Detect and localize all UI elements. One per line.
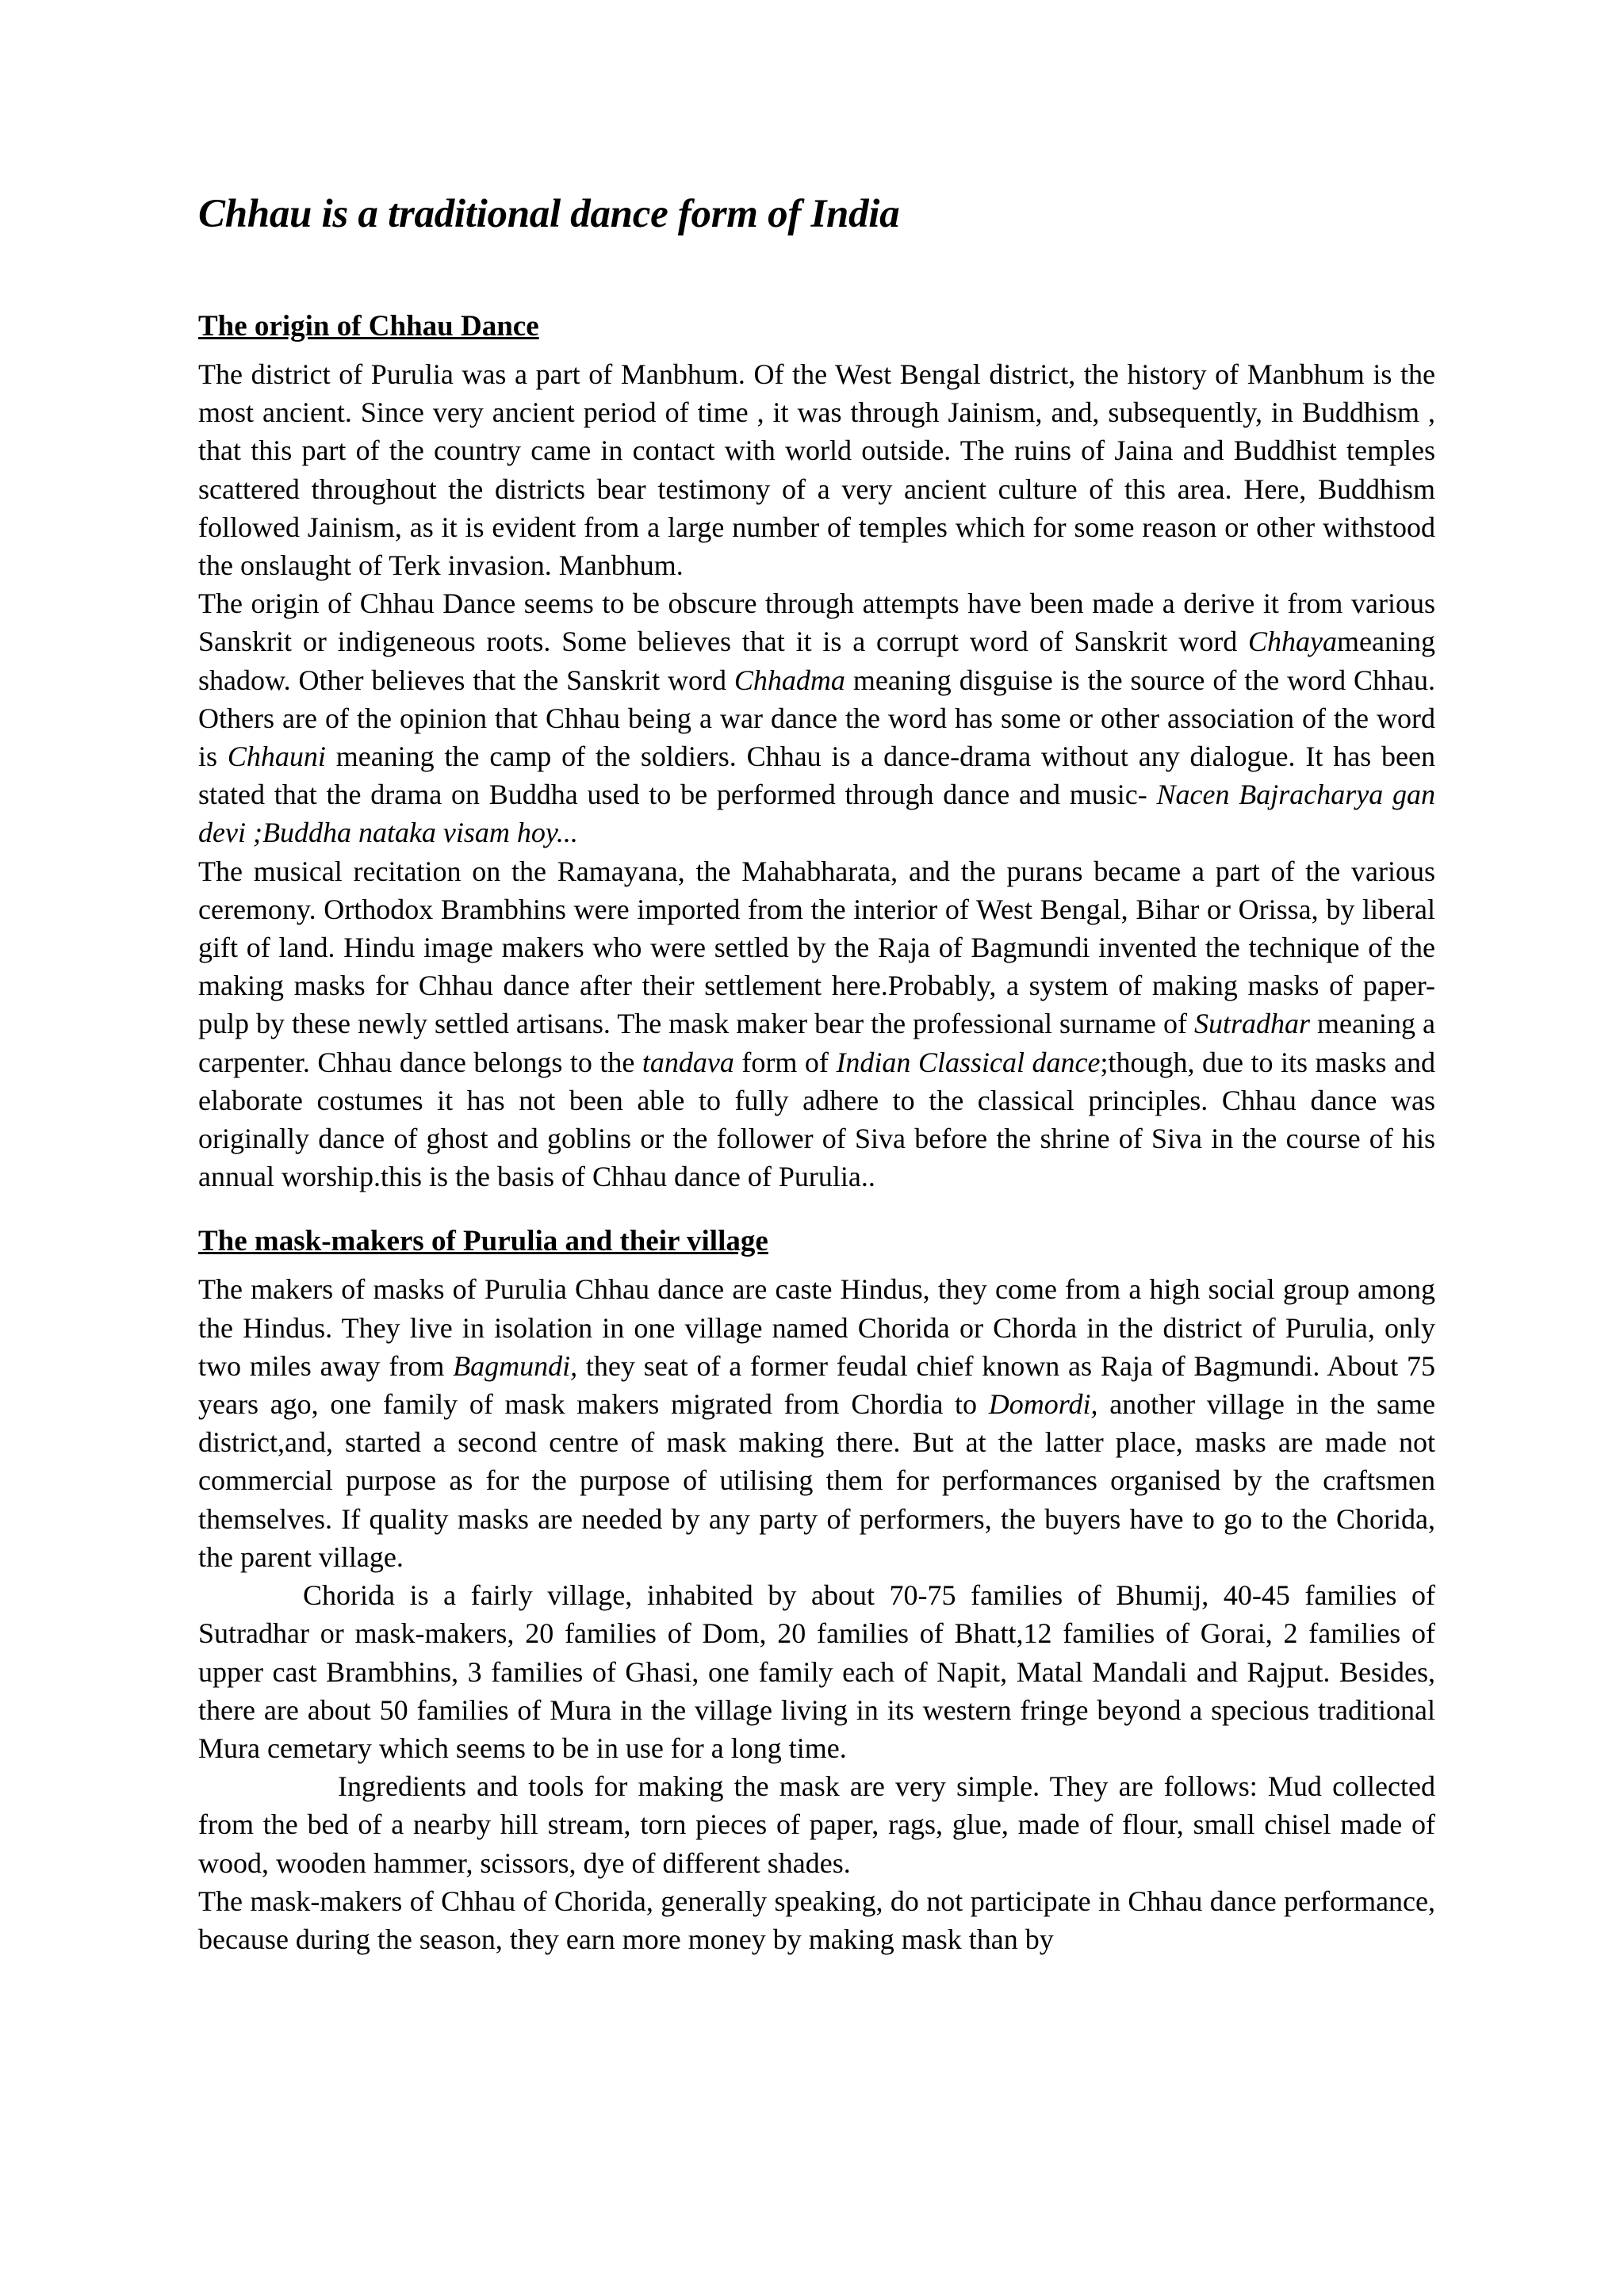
italic-term: Indian Classical dance (836, 1046, 1101, 1078)
italic-term: tandava (642, 1046, 734, 1078)
paragraph (198, 1576, 1435, 1767)
section-heading-mask-makers: The mask-makers of Purulia and their village (198, 1225, 768, 1258)
paragraph (198, 1270, 1435, 1576)
text-run: Chorida is a fairly village, inhabited by about 70-75 families of Bhumij, 40-45 families of Sutradhar or mask-makers, 20 families of Dom, 20 families of Bhatt,12 families of Gorai, 2 families of upper cast Brambhins, 3 families of Ghasi, one family each of Napit, Matal Mandali and Rajput. Besides, there are about 50 families of Mura in the village living in its western fringe beyond a specious traditional Mura cemetary which seems to be in use for a long time. (198, 1579, 1435, 1764)
document-page (198, 190, 1435, 1958)
text-run: meaning the camp of the soldiers. Chhau is a dance-drama without any dialogue. It has been stated that the drama on Buddha used to be performed through dance and music- (198, 740, 1435, 811)
italic-term: Bagmundi, (453, 1349, 578, 1382)
text-run: The mask-makers of Chhau of Chorida, generally speaking, do not participate in Chhau dance performance, because during the season, they earn more money by making mask than by (198, 1885, 1435, 1955)
text-run: they seat of a former feudal chief known as Raja of Bagmundi. About 75 years ago, one family of mask makers migrated from Chordia to (198, 1349, 1435, 1421)
italic-term: Chhadma (733, 664, 845, 696)
paragraph (198, 1767, 1435, 1882)
italic-term: Sutradhar (1194, 1008, 1311, 1040)
italic-term: Nacen Bajracharya gan devi ;Buddha nataka visam hoy... (198, 779, 1436, 849)
text-run: meaning disguise is the source of the word Chhau. Others are of the opinion that Chhau being a war dance the word has some or other association of the word is (198, 664, 1436, 773)
text-run: meaning a carpenter. Chhau dance belongs to the (198, 1008, 1435, 1078)
text-run: The origin of Chhau Dance seems to be obscure through attempts have been made a derive it from various Sanskrit or indigeneous roots. Some believes that it is a corrupt word of Sanskrit word (198, 587, 1435, 658)
paragraph (198, 852, 1435, 1196)
text-run: The district of Purulia was a part of Manbhum. Of the West Bengal district, the history of Manbhum is the most ancient. Since very ancient period of time , it was through Jainism, and, subsequently, in Buddhism , that this part of the country came in contact with world outside. The ruins of Jaina and Buddhist temples scattered throughout the districts bear testimony of a very ancient culture of this area. Here, Buddhism followed Jainism, as it is evident from a large number of temples which for some reason or other withstood the onslaught of Terk invasion. Manbhum. (198, 358, 1435, 582)
text-run: Ingredients and tools for making the mask are very simple. They are follows: Mud collected from the bed of a nearby hill stream, torn pieces of paper, rags, glue, made of flour, small chisel made of wood, wooden hammer, scissors, dye of different shades. (198, 1770, 1435, 1879)
paragraph (198, 1882, 1435, 1958)
italic-term: Domordi, (988, 1388, 1098, 1421)
text-run: another village in the same district,and, started a second centre of mask making there. But at the latter place, masks are made not commercial purpose as for the purpose of utilising them for performances organised by the craftsmen themselves. If quality masks are needed by any party of performers, the buyers have to go to the Chorida, the parent village. (198, 1388, 1435, 1573)
italic-term: Chhauni (227, 740, 326, 773)
document-body (198, 308, 1435, 1958)
text-run: The makers of masks of Purulia Chhau dance are caste Hindus, they come from a high social group among the Hindus. They live in isolation in one village named Chorida or Chorda in the district of Purulia, only two miles away from (198, 1273, 1435, 1382)
italic-term: Chhaya (1248, 626, 1338, 658)
section-heading-origin: The origin of Chhau Dance (198, 310, 539, 342)
paragraph (198, 355, 1435, 584)
text-run: meaning shadow. Other believes that the Sanskrit word (198, 626, 1435, 696)
text-run: The musical recitation on the Ramayana, the Mahabharata, and the purans became a part of the various ceremony. Orthodox Brambhins were imported from the interior of West Bengal, Bihar or Orissa, by liberal gift of land. Hindu image makers who were settled by the Raja of Bagmundi invented the technique of the making masks for Chhau dance after their settlement here.Probably, a system of making masks of paper-pulp by these newly settled artisans. The mask maker bear the professional surname of (198, 855, 1435, 1040)
paragraph (198, 584, 1435, 851)
text-run: form of (733, 1046, 837, 1078)
text-run: ;though, due to its masks and elaborate costumes it has not been able to fully adhere to the classical principles. Chhau dance was originally dance of ghost and goblins or the follower of Siva before the shrine of Siva in the course of his annual worship.this is the basis of Chhau dance of Purulia.. (198, 1046, 1436, 1193)
document-title: Chhau is a traditional dance form of India (198, 192, 900, 236)
